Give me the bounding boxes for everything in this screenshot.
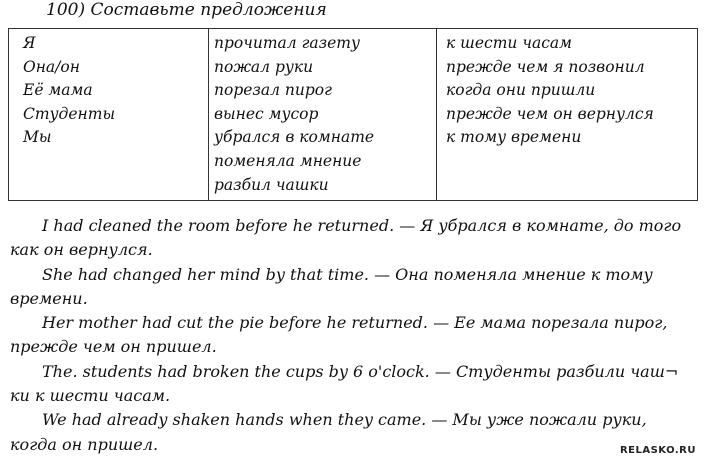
answer-line: We had already shaken hands when they came. — Мы уже пожали руки,	[42, 410, 647, 430]
phrase-table	[8, 28, 698, 201]
answer-line: Her mother had cut the pie before he returned. — Ее мама порезала пирог,	[42, 313, 668, 333]
answer-line: когда он пришел.	[10, 434, 159, 454]
action-column	[214, 32, 374, 197]
time-column	[446, 32, 654, 150]
site-watermark: RELASKO.RU	[619, 445, 696, 456]
table-cell: разбил чашки	[214, 175, 329, 194]
answer-text	[10, 214, 698, 457]
table-cell: к тому времени	[446, 128, 582, 147]
table-cell: Мы	[23, 128, 52, 147]
table-cell: прежде чем он вернулся	[446, 104, 654, 123]
subject-column	[23, 32, 115, 150]
table-cell: пожал руки	[214, 57, 314, 76]
table-cell: убрался в комнате	[214, 128, 375, 147]
answer-line: времени.	[10, 288, 88, 308]
table-cell: прочитал газету	[214, 34, 360, 52]
table-cell: Её мама	[23, 81, 93, 100]
answer-line: как он вернулся.	[10, 240, 153, 260]
table-cell: прежде чем я позвонил	[446, 57, 645, 76]
table-cell: когда они пришли	[446, 81, 596, 100]
table-cell: вынес мусор	[214, 104, 319, 123]
answer-line: She had changed her mind by that time. — Она поменяла мнение к тому	[42, 264, 653, 284]
table-cell: к шести часам	[446, 34, 572, 52]
answer-line: The. students had broken the cups by 6 o'clock. — Студенты разбили чаш¬	[42, 361, 679, 381]
column-divider	[208, 29, 209, 200]
exercise-title: 100) Составьте предложения	[46, 0, 327, 20]
table-cell: Она/он	[23, 57, 80, 76]
column-divider	[436, 29, 437, 200]
table-cell: Я	[23, 34, 36, 52]
table-cell: порезал пирог	[214, 81, 332, 100]
table-cell: поменяла мнение	[214, 151, 362, 170]
answer-line: I had cleaned the room before he returned. — Я убрался в комнате, до того	[42, 216, 682, 235]
table-cell: Студенты	[23, 104, 116, 123]
answer-line: ки к шести часам.	[10, 386, 171, 406]
answer-line: прежде чем он пришел.	[10, 337, 217, 357]
